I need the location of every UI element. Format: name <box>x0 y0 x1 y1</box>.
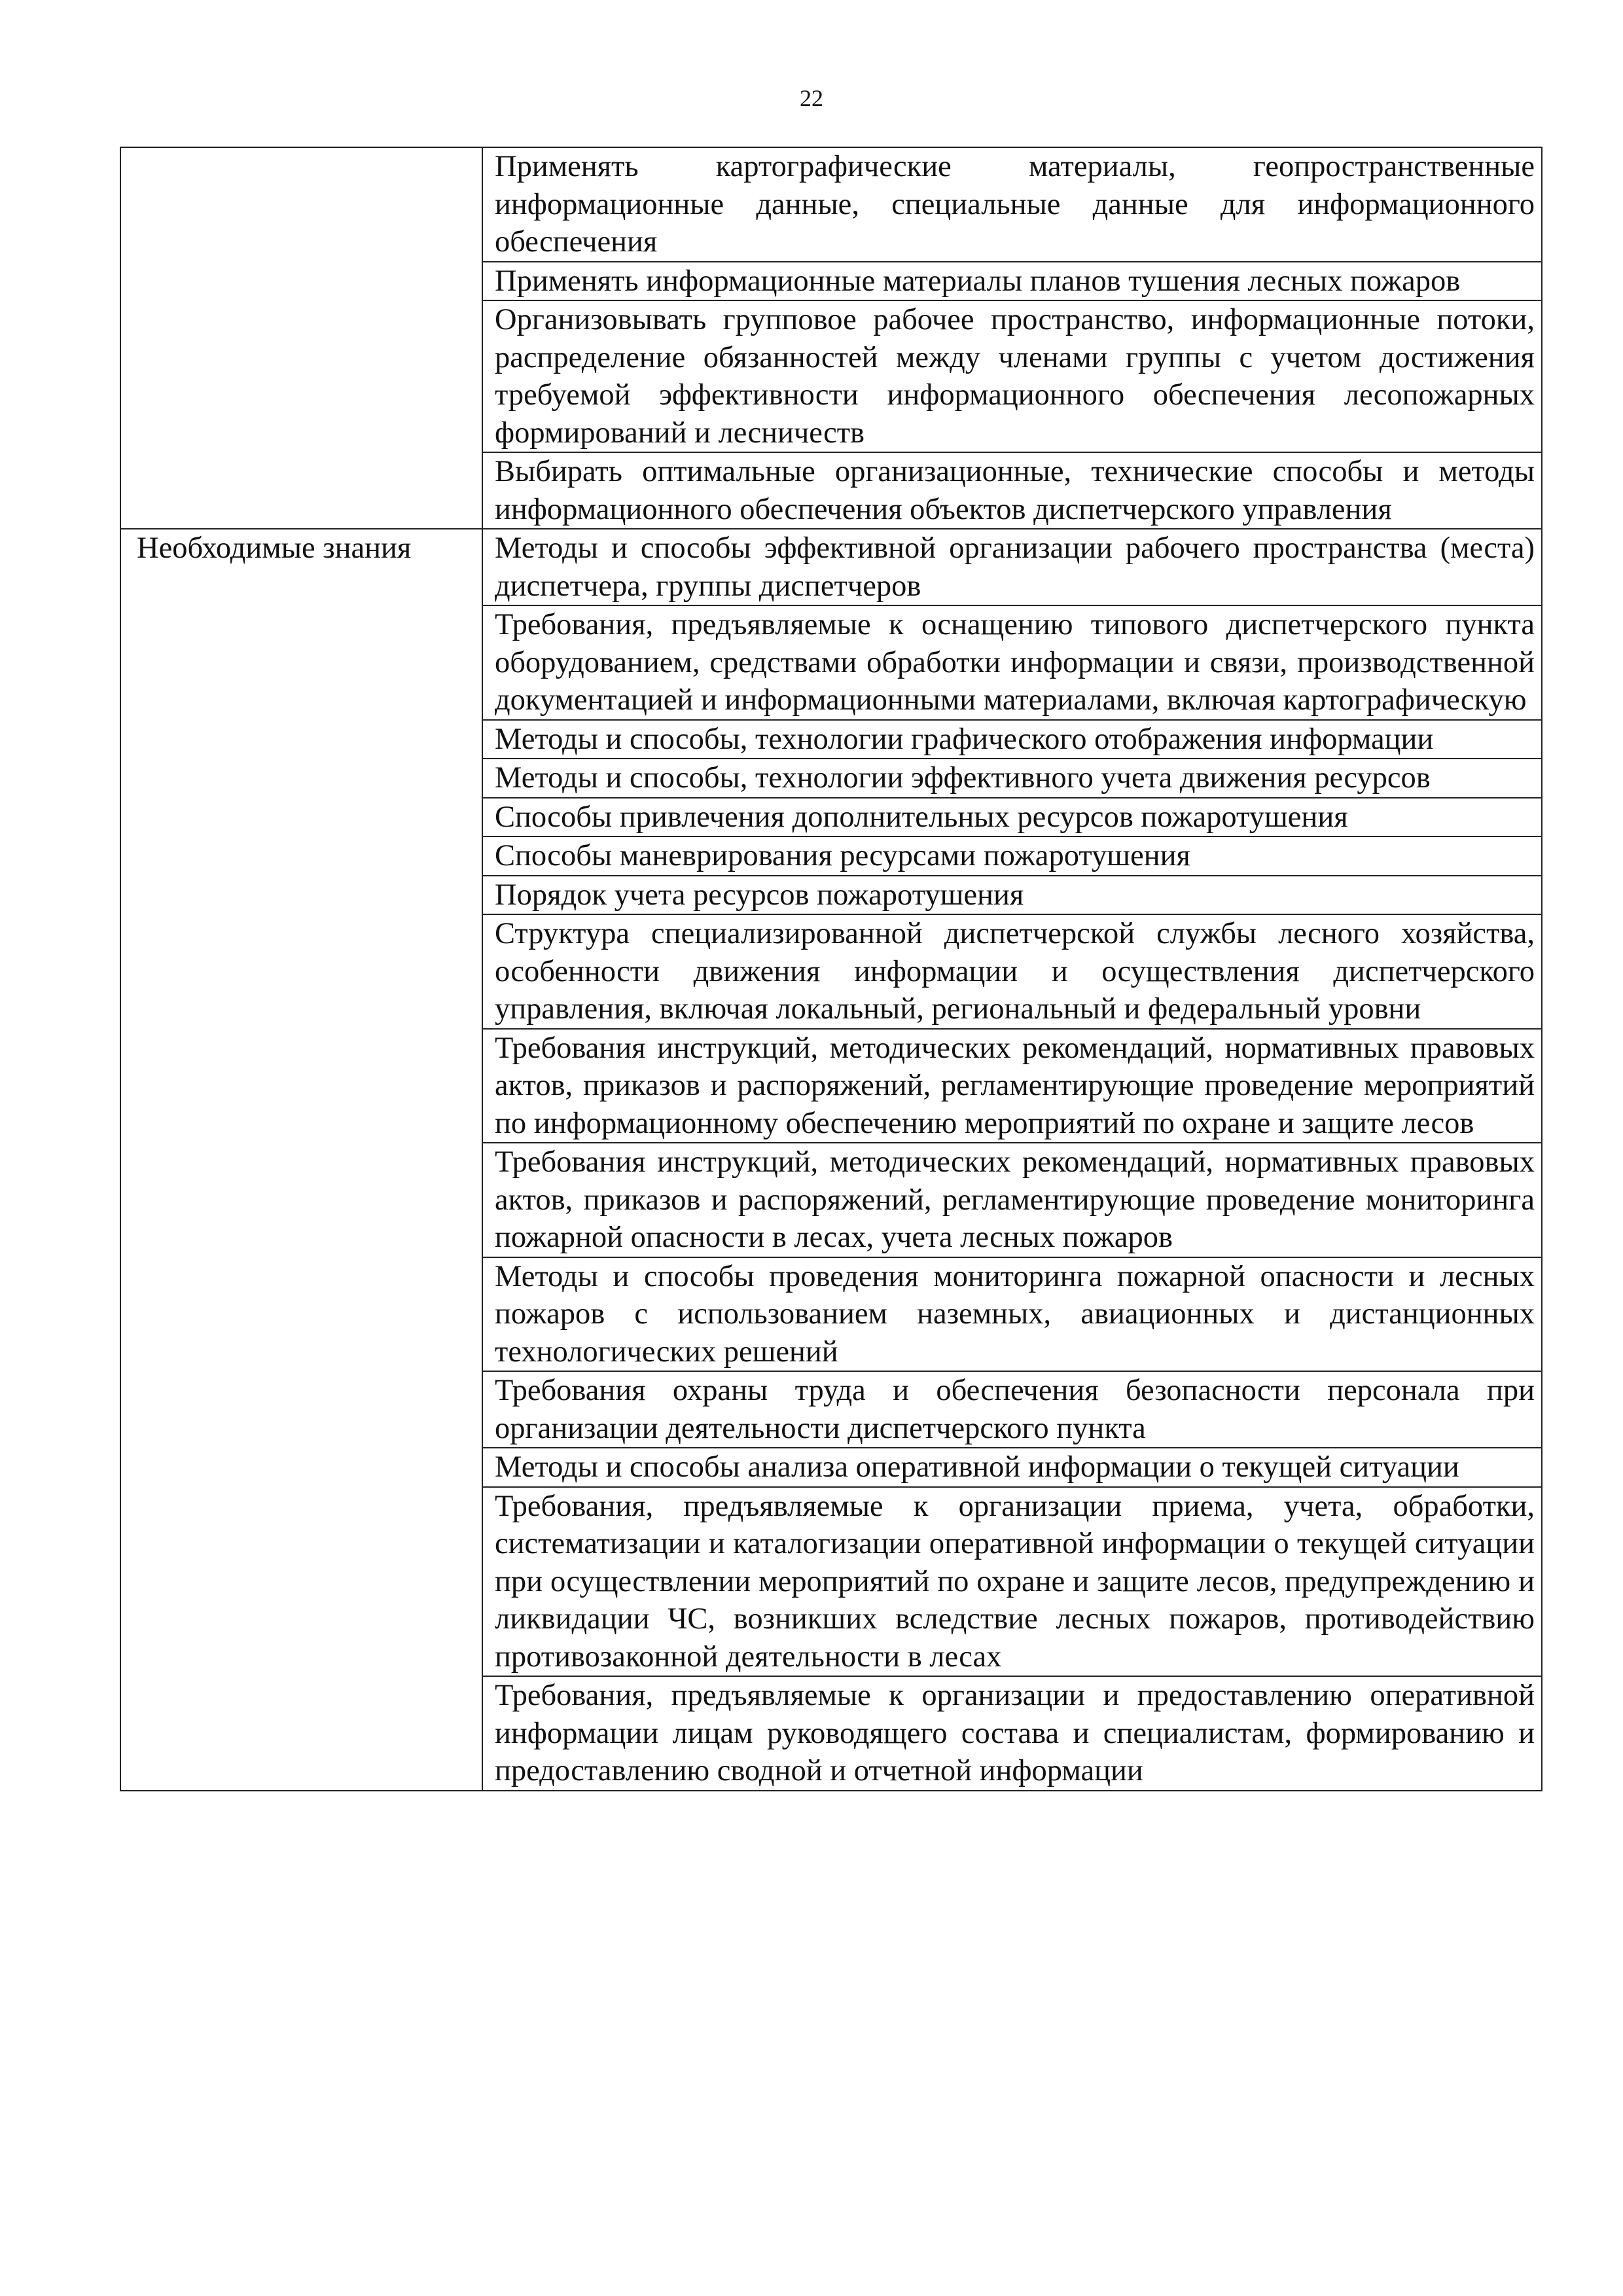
knowledge-item: Структура специализированной диспетчерской службы лесного хозяйства, особенности движения информации и осуществления диспетчерского управления, включая локальный, региональный и федеральный уровни <box>482 914 1542 1029</box>
knowledge-item: Методы и способы, технологии графического отображения информации <box>482 720 1542 759</box>
skill-item: Применять картографические материалы, геопространственные информационные данные, специальные данные для информационного обеспечения <box>482 147 1542 262</box>
knowledge-item: Методы и способы, технологии эффективного учета движения ресурсов <box>482 759 1542 798</box>
knowledge-item: Способы привлечения дополнительных ресурсов пожаротушения <box>482 798 1542 837</box>
knowledge-item: Способы маневрирования ресурсами пожаротушения <box>482 836 1542 876</box>
knowledge-item: Требования, предъявляемые к организации и предоставлению оперативной информации лицам руководящего состава и специалистам, формированию и предоставлению сводной и отчетной информации <box>482 1676 1542 1791</box>
skill-item: Выбирать оптимальные организационные, технические способы и методы информационного обеспечения объектов диспетчерского управления <box>482 452 1542 529</box>
knowledge-item: Методы и способы эффективной организации рабочего пространства (места) диспетчера, группы диспетчеров <box>482 529 1542 605</box>
page-number: 22 <box>800 85 823 111</box>
skill-item: Организовывать групповое рабочее пространство, информационные потоки, распределение обязанностей между членами группы с учетом достижения требуемой эффективности информационного обеспечения лесопожарных формирований и лесничеств <box>482 300 1542 452</box>
knowledge-item: Порядок учета ресурсов пожаротушения <box>482 876 1542 915</box>
knowledge-item: Требования инструкций, методических рекомендаций, нормативных правовых актов, приказов и распоряжений, регламентирующие проведение мероприятий по информационному обеспечению мероприятий по охране и защите лесов <box>482 1029 1542 1143</box>
knowledge-item: Методы и способы анализа оперативной информации о текущей ситуации <box>482 1448 1542 1487</box>
knowledge-item: Требования, предъявляемые к оснащению типового диспетчерского пункта оборудованием, средствами обработки информации и связи, производственной документацией и информационными материалами, включая картографическую <box>482 605 1542 720</box>
requirements-table <box>120 147 1543 1791</box>
knowledge-item: Требования, предъявляемые к организации приема, учета, обработки, систематизации и каталогизации оперативной информации о текущей ситуации при осуществлении мероприятий по охране и защите лесов, предупреждению и ликвидации ЧС, возникших вследствие лесных пожаров, противодействию противозаконной деятельности в лесах <box>482 1487 1542 1677</box>
section-label-knowledge: Необходимые знания <box>120 529 482 605</box>
section-label-skills <box>120 147 482 262</box>
knowledge-item: Требования охраны труда и обеспечения безопасности персонала при организации деятельности диспетчерского пункта <box>482 1371 1542 1448</box>
knowledge-item: Методы и способы проведения мониторинга пожарной опасности и лесных пожаров с использованием наземных, авиационных и дистанционных технологических решений <box>482 1257 1542 1372</box>
skill-item: Применять информационные материалы планов тушения лесных пожаров <box>482 262 1542 301</box>
knowledge-item: Требования инструкций, методических рекомендаций, нормативных правовых актов, приказов и распоряжений, регламентирующие проведение мониторинга пожарной опасности в лесах, учета лесных пожаров <box>482 1143 1542 1257</box>
